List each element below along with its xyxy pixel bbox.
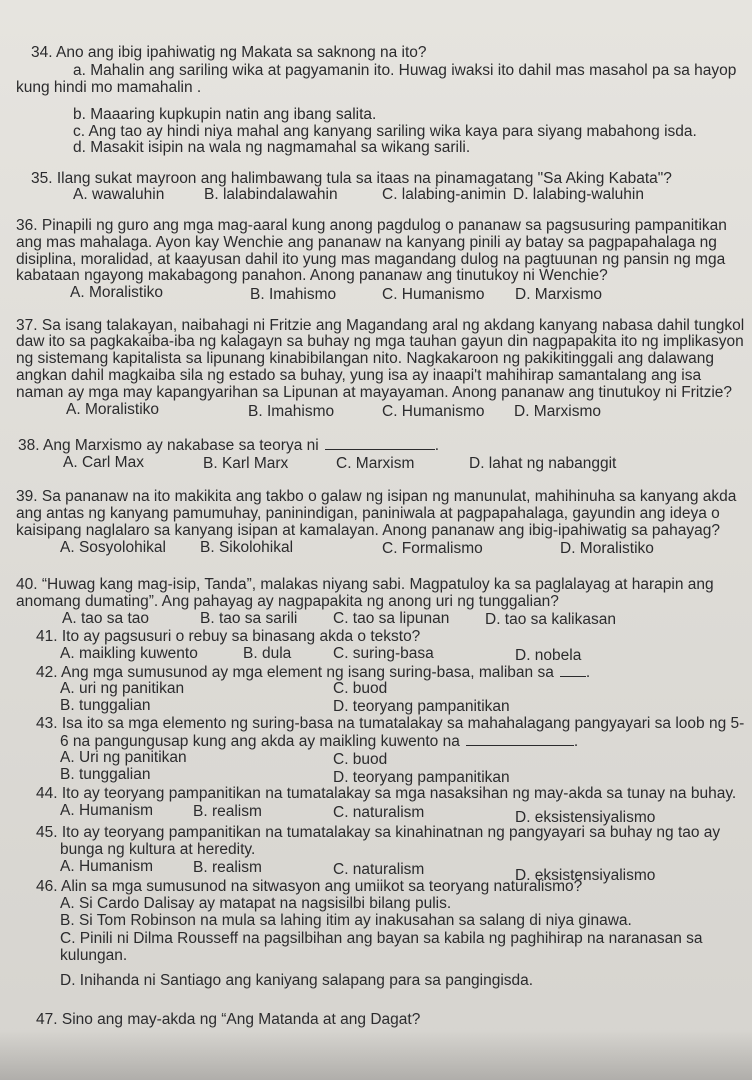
- question-37-option-a: A. Moralistiko: [66, 401, 160, 418]
- question-42-option-b: B. tunggalian: [60, 697, 151, 714]
- question-38-stem: 38. Ang Marxismo ay nakabase sa teorya ni: [18, 437, 319, 454]
- question-39-line-3: kaisipang naglalaro sa kanyang isipan at kamalayan. Anong pananaw ang ibig-ipahiwatig sa pahayag?: [16, 522, 721, 539]
- question-34-stem: 34. Ano ang ibig ipahiwatig ng Makata sa saknong na ito?: [31, 44, 427, 61]
- question-44-stem: 44. Ito ay teoryang pampanitikan na tumatalakay sa mga nasaksihan ng may-akda sa tunay na buhay.: [36, 785, 737, 802]
- question-37-line-3: ng sistemang kapitalista sa lipunang kinabibilangan nito. Nagkakaroon ng pakikitinggali ang dalawang: [16, 350, 714, 367]
- question-39-line-1: 39. Sa pananaw na ito makikita ang takbo o galaw ng isipan ng manunulat, mahihinuha sa kanyang akda: [16, 488, 737, 505]
- question-47-stem: 47. Sino ang may-akda ng “Ang Matanda at ang Dagat?: [36, 1011, 421, 1028]
- answer-blank: [325, 437, 435, 450]
- question-37-option-b: B. Imahismo: [248, 403, 335, 420]
- question-36-line-1: 36. Pinapili ng guro ang mga mag-aaral kung anong pagdulog o pananaw sa pagsusuring pampanitikan: [16, 217, 727, 234]
- question-36-line-3: disiplina, moralidad, at kaayusan dahil ito yung mas magandang dulog na pagtuunan ng pansin ng mga: [16, 251, 726, 268]
- question-43-option-a: A. Uri ng panitikan: [60, 749, 187, 766]
- answer-blank: [560, 664, 586, 677]
- question-41-option-d: D. nobela: [515, 647, 582, 664]
- question-41-option-c: C. suring-basa: [333, 645, 434, 662]
- question-40-line-1: 40. “Huwag kang mag-isip, Tanda”, malakas niyang sabi. Magpatuloy ka sa paglalayag at harapin ang: [16, 576, 714, 593]
- question-35-option-d: D. lalabing-waluhin: [513, 186, 644, 203]
- question-42-option-a: A. uri ng panitikan: [60, 680, 185, 697]
- question-36-line-2: ang mas mahalaga. Ayon kay Wenchie ang pananaw na kanyang pinili ay batay sa pagpapahalaga ng: [16, 234, 717, 251]
- question-42-stem: 42. Ang mga sumusunod ay mga element ng isang suring-basa, maliban sa: [36, 664, 554, 681]
- question-39-option-b: B. Sikolohikal: [200, 539, 294, 556]
- question-36-option-d: D. Marxismo: [515, 286, 602, 303]
- question-46-option-c-cont: kulungan.: [60, 947, 128, 964]
- question-44-option-c: C. naturalism: [333, 804, 425, 821]
- question-36-option-c: C. Humanismo: [382, 286, 485, 303]
- question-46-option-a: A. Si Cardo Dalisay ay matapat na nagsisilbi bilang pulis.: [60, 895, 452, 912]
- question-36-option-b: B. Imahismo: [250, 286, 337, 303]
- question-36-line-4: kabataan ngayong makabagong panahon. Anong pananaw ang tinutukoy ni Wenchie?: [16, 267, 608, 284]
- question-44-option-b: B. realism: [193, 803, 262, 820]
- question-45-option-d: D. eksistensiyalismo: [515, 867, 656, 884]
- question-37-line-1: 37. Sa isang talakayan, naibahagi ni Fritzie ang Magandang aral ng akdang kanyang nabasa dahil tungkol: [16, 317, 745, 334]
- question-34-option-d: d. Masakit isipin na wala ng nagmamahal sa wikang sarili.: [73, 139, 471, 156]
- question-34-option-a: a. Mahalin ang sariling wika at pagyamanin ito. Huwag iwaksi ito dahil mas masahol pa sa hayop: [73, 62, 737, 79]
- question-35-option-b: B. lalabindalawahin: [204, 186, 338, 203]
- question-39-option-c: C. Formalismo: [382, 540, 483, 557]
- question-38-option-a: A. Carl Max: [63, 454, 144, 471]
- question-37-option-d: D. Marxismo: [514, 403, 601, 420]
- question-34-option-a-cont: kung hindi mo mamahalin .: [16, 79, 202, 96]
- question-43-line-1: 43. Isa ito sa mga elemento ng suring-basa na tumatalakay sa mahahalagang pangyayari sa loob ng 5-: [36, 715, 745, 732]
- question-42-end: .: [585, 664, 591, 681]
- question-42-option-c: C. buod: [333, 680, 388, 697]
- question-45-line-1: 45. Ito ay teoryang pampanitikan na tumatalakay sa kinahinatnan ng pangyayari sa buhay ng tao ay: [36, 824, 721, 841]
- question-38-option-c: C. Marxism: [336, 455, 415, 472]
- question-45-option-b: B. realism: [193, 859, 262, 876]
- question-34-option-c: c. Ang tao ay hindi niya mahal ang kanyang sariling wika kaya para siyang mabahong isda.: [73, 123, 697, 140]
- question-46-stem: 46. Alin sa mga sumusunod na sitwasyon ang umiikot sa teoryang naturalismo?: [36, 878, 583, 895]
- question-37-option-c: C. Humanismo: [382, 403, 485, 420]
- question-37-line-2: daw ito sa pagkakaiba-iba ng kalagayn sa buhay ng mga tauhan gayun din nagpapakita ito ng implikasyon: [16, 333, 744, 350]
- question-43-end: .: [573, 733, 579, 750]
- question-40-option-c: C. tao sa lipunan: [333, 610, 450, 627]
- question-41-option-b: B. dula: [243, 645, 292, 662]
- question-42-option-d: D. teoryang pampanitikan: [333, 698, 510, 715]
- question-35-option-c: C. lalabing-animin: [382, 186, 507, 203]
- question-44-option-d: D. eksistensiyalismo: [515, 809, 656, 826]
- question-46-option-d: D. Inihanda ni Santiago ang kaniyang salapang para sa pangingisda.: [60, 972, 534, 989]
- answer-blank: [466, 733, 574, 746]
- question-44-option-a: A. Humanism: [60, 802, 154, 819]
- question-43-line-2: 6 na pangungusap kung ang akda ay maikling kuwento na: [60, 733, 460, 750]
- question-38-option-d: D. lahat ng nabanggit: [469, 455, 617, 472]
- question-41-option-a: A. maikling kuwento: [60, 645, 198, 662]
- question-38-end: .: [434, 437, 440, 454]
- question-39-line-2: ang antas ng kanyang pamumuhay, paninindigan, paniniwala at pagpapahalaga, gayundin ang ideya o: [16, 505, 720, 522]
- question-41-stem: 41. Ito ay pagsusuri o rebuy sa binasang akda o teksto?: [36, 628, 421, 645]
- question-37-line-5: naman ay mga may kapangyarihan sa Lipunan at mayayaman. Anong pananaw ang tinutukoy ni Fritzie?: [16, 384, 733, 401]
- question-40-option-d: D. tao sa kalikasan: [485, 611, 616, 628]
- question-35-option-a: A. wawaluhin: [73, 186, 165, 203]
- question-45-option-a: A. Humanism: [60, 858, 154, 875]
- question-43-option-d: D. teoryang pampanitikan: [333, 769, 510, 786]
- question-37-line-4: angkan dahil magkaiba sila ng estado sa buhay, yung isa ay inaapi't mahihirap samantalang ang isa: [16, 367, 702, 384]
- question-40-option-a: A. tao sa tao: [62, 610, 150, 627]
- question-39-option-a: A. Sosyolohikal: [60, 539, 166, 556]
- bottom-shadow: [0, 1030, 752, 1080]
- question-34-option-b: b. Maaaring kupkupin natin ang ibang salita.: [73, 106, 377, 123]
- question-40-option-b: B. tao sa sarili: [200, 610, 298, 627]
- question-38-option-b: B. Karl Marx: [203, 455, 289, 472]
- question-35-stem: 35. Ilang sukat mayroon ang halimbawang tula sa itaas na pinamagatang "Sa Aking Kabata"?: [31, 170, 672, 187]
- question-46-option-c: C. Pinili ni Dilma Rousseff na pagsilbihan ang bayan sa kabila ng paghihirap na naranasan sa: [60, 930, 703, 947]
- question-40-line-2: anomang dumating”. Ang pahayag ay nagpapakita ng anong uri ng tunggalian?: [16, 593, 559, 610]
- question-45-line-2: bunga ng kultura at heredity.: [60, 841, 256, 858]
- question-36-option-a: A. Moralistiko: [70, 284, 164, 301]
- question-39-option-d: D. Moralistiko: [560, 540, 654, 557]
- question-43-option-c: C. buod: [333, 751, 388, 768]
- question-45-option-c: C. naturalism: [333, 861, 425, 878]
- question-43-option-b: B. tunggalian: [60, 766, 151, 783]
- question-46-option-b: B. Si Tom Robinson na mula sa lahing itim ay inakusahan sa salang di niya ginawa.: [60, 912, 632, 929]
